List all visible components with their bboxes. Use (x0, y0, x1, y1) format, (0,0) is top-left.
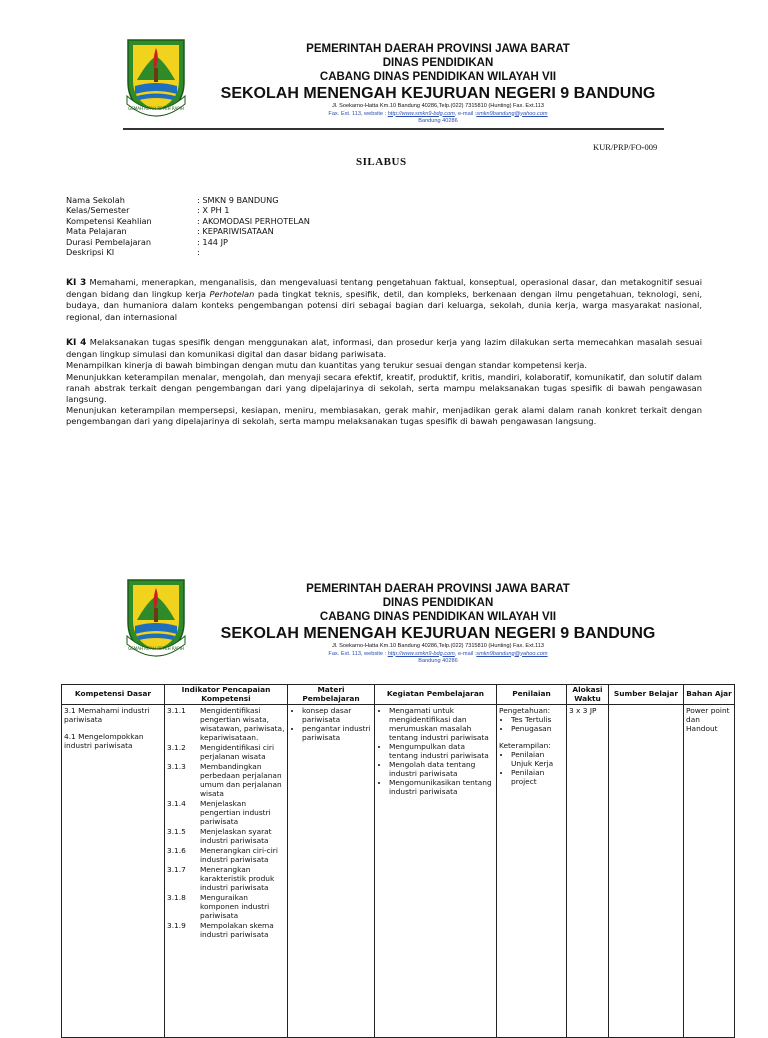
city-line: Bandung 40286 (418, 658, 458, 664)
gov-line: PEMERINTAH DAERAH PROVINSI JAWA BARAT (306, 43, 570, 55)
list-item: • Mengomunikasikan tentang industri pariwisata (389, 778, 494, 796)
indicator-item: 3.1.1 Mengidentifikasi pengertian wisata, wisatawan, pariwisata, kepariwisataan. (167, 706, 285, 742)
materi-cell (288, 705, 375, 1038)
email-link[interactable]: smkn9bandung@yahoo.com (476, 110, 548, 117)
branch-line: CABANG DINAS PENDIDIKAN WILAYAH VII (319, 611, 557, 623)
address-line: Jl. Soekarno-Hatta Km.10 Bandung 40286,Telp.(022) 7315810 (Hunting) Fax. Ext.113 (332, 103, 544, 109)
col-header: Sumber Belajar (609, 685, 684, 705)
ki4-paragraph: KI 4 Melaksanakan tugas spesifik dengan menggunakan alat, informasi, dan prosedur kerja yang lazim dilakukan serta memecahkan masalah sesuai dengan lingkup simulasi dan komunikasi digital dan dasar bidang pariwisata. Menampilkan kinerja di bawah bimbingan dengan mutu dan kuantitas yang terukur sesuai dengan standar kompetensi kerja. Menunjukkan keterampilan menalar, mengolah, dan menyaji secara efektif, kreatif, produktif, kritis, mandiri, kolaboratif, komunikatif, dan solutif dalam ranah abstrak terkait dengan pengembangan dari yang dipelajarinya di sekolah, serta mampu melaksanakan tugas spesifik di bawah pengawasan langsung. Menunjukan keterampilan mempersepsi, kesiapan, meniru, membiasakan, gerak mahir, menjadikan gerak alami dalam ranah konkret terkait dengan pengembangan dari yang dipelajarinya di sekolah, serta mampu melaksanakan tugas spesifik di bawah pengawasan langsung. (66, 337, 702, 427)
sumber-cell (609, 705, 684, 1038)
indicator-item: 3.1.4 Menjelaskan pengertian industri pariwisata (167, 799, 271, 826)
kd-cell: 3.1 Memahami industri pariwisata 4.1 Mengelompokkan industri pariwisata (62, 705, 165, 1038)
indicator-item: 3.1.5 Menjelaskan syarat industri pariwisata (167, 827, 272, 845)
col-header: Alokasi Waktu (567, 685, 609, 705)
col-header: Bahan Ajar (684, 685, 735, 705)
school-name: SEKOLAH MENENGAH KEJURUAN NEGERI 9 BANDUNG (220, 85, 656, 102)
list-item: • Mengumpulkan data tentang industri pariwisata (389, 742, 494, 760)
indicator-item: 3.1.3 Membandingkan perbedaan perjalanan umum dan perjalanan wisata (167, 762, 282, 798)
ki3-paragraph: KI 3 Memahami, menerapkan, menganalisis, dan mengevaluasi tentang pengetahuan faktual, konseptual, operasional dasar, dan metakognitif sesuai dengan bidang dan lingkup kerja Perhotelan pada tingkat teknis, spesifik, detil, dan kompleks, berkenaan dengan ilmu pengetahuan, teknologi, seni, budaya, dan humaniora dalam konteks pengembangan potensi diri sebagai bagian dari keluarga, sekolah, dunia kerja, warga masyarakat nasional, regional, dan internasional (66, 277, 703, 322)
list-item: • pengantar industri pariwisata (302, 724, 372, 742)
table-row (62, 705, 735, 1038)
dept-line: DINAS PENDIDIKAN (382, 597, 494, 609)
contact-line: Fax. Ext. 113, website : http://www.smkn9-bdg.com, e-mail :smkn9bandung@yahoo.com (328, 650, 548, 657)
indicator-item: 3.1.2 Mengidentifikasi ciri perjalanan wisata (167, 743, 275, 761)
indicator-item: 3.1.6 Menerangkan ciri-ciri industri pariwisata (167, 846, 278, 864)
website-link[interactable]: http://www.smkn9-bdg.com (387, 110, 455, 117)
dept-line: DINAS PENDIDIKAN (382, 57, 494, 69)
svg-text:GEMAH RIPAH REPEH RAPIH: GEMAH RIPAH REPEH RAPIH (128, 106, 184, 111)
list-item: • Mengolah data tentang industri pariwisata (389, 760, 494, 778)
list-item: • Mengamati untuk mengidentifikasi dan merumuskan masalah tentang industri pariwisata (389, 706, 494, 742)
address-line: Jl. Soekarno-Hatta Km.10 Bandung 40286,Telp.(022) 7315810 (Hunting) Fax. Ext.113 (332, 643, 544, 649)
info-row: Nama Sekolah : SMKN 9 BANDUNG (66, 195, 279, 205)
info-row: Deskripsi KI : (66, 247, 200, 258)
west-java-emblem-icon (125, 36, 187, 118)
syllabus-table (61, 684, 735, 1038)
table-header-row (62, 685, 735, 705)
info-row: Durasi Pembelajaran : 144 JP (66, 236, 228, 247)
info-list (66, 195, 310, 257)
bahan-cell: Power point dan Handout (684, 705, 735, 1038)
col-header: Kegiatan Pembelajaran (375, 685, 497, 705)
info-row: Kompetensi Keahlian : AKOMODASI PERHOTELAN (66, 215, 310, 226)
indicator-item: 3.1.8 Menguraikan komponen industri pariwisata (167, 893, 270, 920)
col-header: Materi Pembelajaran (288, 685, 375, 705)
list-item: • konsep dasar pariwisata (302, 706, 372, 724)
list-item: • Penugasan (511, 724, 564, 733)
page-title: SILABUS (356, 156, 407, 168)
list-item: • Penilaian project (511, 768, 564, 786)
city-line: Bandung 40286 (418, 118, 458, 124)
doc-code: KUR/PRP/FO-009 (593, 142, 658, 152)
alokasi-cell: 3 x 3 JP (567, 705, 609, 1038)
indicator-item: 3.1.9 Mempolakan skema industri pariwisata (167, 921, 274, 939)
col-header: Kompetensi Dasar (62, 685, 165, 705)
info-row: Kelas/Semester : X PH 1 (66, 205, 230, 216)
list-item: • Tes Tertulis (511, 715, 564, 724)
contact-line: Fax. Ext. 113, website : http://www.smkn9-bdg.com, e-mail :smkn9bandung@yahoo.com (328, 110, 548, 117)
info-row: Mata Pelajaran : KEPARIWISATAAN (66, 226, 274, 237)
indicator-item: 3.1.7 Menerangkan karakteristik produk industri pariwisata (167, 865, 275, 892)
letterhead-second-page (0, 540, 768, 665)
col-header: Indikator Pencapaian Kompetensi (165, 685, 288, 705)
website-link[interactable]: http://www.smkn9-bdg.com (387, 650, 455, 657)
svg-text:GEMAH RIPAH REPEH RAPIH: GEMAH RIPAH REPEH RAPIH (128, 646, 184, 651)
header-rule (123, 128, 664, 130)
letterhead-top (0, 0, 768, 125)
school-name: SEKOLAH MENENGAH KEJURUAN NEGERI 9 BANDUNG (220, 625, 656, 642)
gov-line: PEMERINTAH DAERAH PROVINSI JAWA BARAT (306, 583, 570, 595)
west-java-emblem-icon (125, 576, 187, 658)
penilaian-cell: Pengetahuan: • Tes Tertulis • Penugasan Keterampilan: • Penilaian Unjuk Kerja • Penilaian project (497, 705, 567, 1038)
list-item: • Penilaian Unjuk Kerja (511, 750, 564, 768)
branch-line: CABANG DINAS PENDIDIKAN WILAYAH VII (319, 71, 557, 83)
email-link[interactable]: smkn9bandung@yahoo.com (476, 650, 548, 657)
col-header: Penilaian (497, 685, 567, 705)
kegiatan-cell (375, 705, 497, 1038)
indicator-cell (165, 705, 288, 1038)
